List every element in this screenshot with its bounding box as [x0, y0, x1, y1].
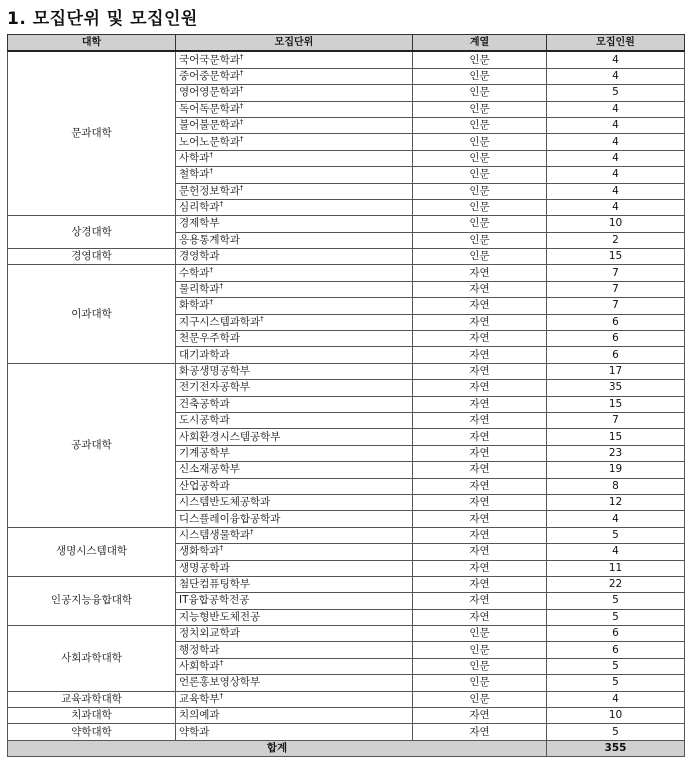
department-name: 응용통계학과 [179, 233, 240, 246]
department-name: 시스템생물학과 [179, 528, 251, 541]
department-cell [176, 576, 413, 592]
college-cell: 사회과학대학 [8, 626, 176, 692]
department-name: 물리학과 [179, 283, 220, 296]
department-cell [176, 708, 413, 724]
dagger-mark: † [219, 282, 224, 291]
department-cell [176, 134, 413, 150]
header-college: 대학 [8, 35, 176, 52]
count-cell: 12 [547, 494, 685, 510]
department-name: 불어불문학과 [179, 119, 240, 132]
department-cell [176, 527, 413, 543]
table-row [8, 576, 685, 592]
department-cell [176, 167, 413, 183]
department-name: 국어국문학과 [179, 53, 240, 66]
field-cell: 인문 [413, 101, 547, 117]
department-cell [176, 609, 413, 625]
count-cell: 4 [547, 167, 685, 183]
department-name: 문헌정보학과 [179, 184, 240, 197]
department-name: 독어독문학과 [179, 102, 240, 115]
field-cell: 자연 [413, 380, 547, 396]
department-name: 사회학과 [179, 660, 220, 673]
table-row [8, 51, 685, 68]
table-row [8, 708, 685, 724]
field-cell: 자연 [413, 462, 547, 478]
department-cell [176, 544, 413, 560]
count-cell: 7 [547, 298, 685, 314]
department-cell [176, 462, 413, 478]
department-cell [176, 117, 413, 133]
table-row [8, 626, 685, 642]
count-cell: 4 [547, 150, 685, 166]
college-cell: 약학대학 [8, 724, 176, 740]
table-row [8, 527, 685, 543]
college-cell: 치과대학 [8, 708, 176, 724]
department-name: IT융합공학전공 [179, 594, 250, 607]
field-cell: 자연 [413, 708, 547, 724]
department-name: 경제학부 [179, 217, 220, 230]
field-cell: 인문 [413, 85, 547, 101]
field-cell: 자연 [413, 560, 547, 576]
college-cell: 교육과학대학 [8, 691, 176, 707]
department-name: 노어노문학과 [179, 135, 240, 148]
count-cell: 6 [547, 314, 685, 330]
department-name: 화학과 [179, 299, 210, 312]
table-row [8, 265, 685, 281]
department-name: 전기전자공학부 [179, 381, 251, 394]
page-title: 1. 모집단위 및 모집인원 [7, 9, 198, 29]
department-cell [176, 298, 413, 314]
department-name: 치의예과 [179, 709, 220, 722]
dagger-mark: † [219, 200, 224, 209]
department-cell [176, 85, 413, 101]
department-cell [176, 642, 413, 658]
table-row [8, 249, 685, 265]
dagger-mark: † [209, 150, 213, 159]
department-name: 지구시스템과학과 [179, 315, 261, 328]
department-cell [176, 380, 413, 396]
department-name: 행정학과 [179, 643, 220, 656]
department-cell [176, 560, 413, 576]
count-cell: 4 [547, 101, 685, 117]
department-cell [176, 363, 413, 379]
department-cell [176, 429, 413, 445]
table-body [8, 51, 685, 740]
count-cell: 4 [547, 511, 685, 527]
department-name: 건축공학과 [179, 397, 230, 410]
department-cell [176, 445, 413, 461]
count-cell: 5 [547, 609, 685, 625]
department-name: 대기과학과 [179, 348, 230, 361]
department-cell [176, 249, 413, 265]
count-cell: 4 [547, 183, 685, 199]
department-cell [176, 412, 413, 428]
field-cell: 자연 [413, 298, 547, 314]
count-cell: 5 [547, 724, 685, 740]
college-cell: 이과대학 [8, 265, 176, 363]
count-cell: 5 [547, 675, 685, 691]
department-cell [176, 593, 413, 609]
count-cell: 4 [547, 51, 685, 68]
field-cell: 인문 [413, 691, 547, 707]
department-name: 화공생명공학부 [179, 365, 251, 377]
table-row [8, 724, 685, 740]
department-name: 디스플레이융합공학과 [179, 512, 281, 525]
count-cell: 23 [547, 445, 685, 461]
field-cell: 인문 [413, 68, 547, 84]
dagger-mark: † [239, 183, 244, 192]
table-header-row [8, 35, 685, 52]
department-name: 수학과 [179, 266, 210, 279]
count-cell: 4 [547, 544, 685, 560]
department-name: 기계공학부 [179, 446, 230, 459]
total-value: 355 [547, 740, 685, 756]
field-cell: 인문 [413, 675, 547, 691]
field-cell: 자연 [413, 511, 547, 527]
department-name: 영어영문학과 [179, 86, 240, 99]
college-cell: 생명시스템대학 [8, 527, 176, 576]
department-cell [176, 314, 413, 330]
department-name: 약학과 [179, 725, 210, 738]
college-cell: 문과대학 [8, 51, 176, 215]
count-cell: 5 [547, 527, 685, 543]
field-cell: 자연 [413, 445, 547, 461]
field-cell: 인문 [413, 150, 547, 166]
field-cell: 자연 [413, 478, 547, 494]
department-name: 중어중문학과 [179, 69, 240, 82]
count-cell: 35 [547, 380, 685, 396]
department-name: 신소재공학부 [179, 463, 240, 476]
header-field: 계열 [413, 35, 547, 52]
table-row [8, 216, 685, 232]
dagger-mark: † [250, 527, 254, 536]
department-cell [176, 281, 413, 297]
count-cell: 15 [547, 429, 685, 445]
department-name: 경영학과 [179, 250, 220, 263]
count-cell: 22 [547, 576, 685, 592]
dagger-mark: † [209, 265, 213, 274]
count-cell: 4 [547, 134, 685, 150]
count-cell: 6 [547, 347, 685, 363]
field-cell: 인문 [413, 249, 547, 265]
count-cell: 6 [547, 626, 685, 642]
count-cell: 17 [547, 363, 685, 379]
table-row [8, 691, 685, 707]
table-row [8, 363, 685, 379]
field-cell: 인문 [413, 232, 547, 248]
dagger-mark: † [260, 314, 264, 323]
count-cell: 4 [547, 691, 685, 707]
department-cell [176, 51, 413, 68]
total-label: 합계 [8, 740, 547, 756]
field-cell: 인문 [413, 134, 547, 150]
count-cell: 2 [547, 232, 685, 248]
department-cell [176, 511, 413, 527]
department-name: 정치외교학과 [179, 627, 240, 640]
dagger-mark: † [209, 298, 213, 307]
dagger-mark: † [219, 659, 224, 668]
header-department: 모집단위 [176, 35, 413, 52]
header-count: 모집인원 [547, 35, 685, 52]
count-cell: 5 [547, 85, 685, 101]
department-cell [176, 183, 413, 199]
total-row [8, 740, 685, 756]
count-cell: 7 [547, 412, 685, 428]
department-cell [176, 150, 413, 166]
department-cell [176, 675, 413, 691]
count-cell: 10 [547, 216, 685, 232]
field-cell: 자연 [413, 265, 547, 281]
field-cell: 자연 [413, 314, 547, 330]
dagger-mark: † [209, 167, 213, 176]
field-cell: 인문 [413, 167, 547, 183]
field-cell: 인문 [413, 658, 547, 674]
field-cell: 자연 [413, 494, 547, 510]
department-name: 지능형반도체전공 [179, 610, 261, 623]
field-cell: 자연 [413, 281, 547, 297]
count-cell: 6 [547, 331, 685, 347]
field-cell: 자연 [413, 527, 547, 543]
field-cell: 자연 [413, 412, 547, 428]
department-name: 시스템반도체공학과 [179, 496, 271, 509]
department-cell [176, 216, 413, 232]
department-cell [176, 347, 413, 363]
count-cell: 15 [547, 396, 685, 412]
count-cell: 19 [547, 462, 685, 478]
dagger-mark: † [239, 118, 244, 127]
department-name: 언론홍보영상학부 [179, 676, 261, 689]
count-cell: 5 [547, 593, 685, 609]
department-cell [176, 494, 413, 510]
field-cell: 인문 [413, 117, 547, 133]
department-cell [176, 396, 413, 412]
dagger-mark: † [239, 134, 244, 143]
field-cell: 자연 [413, 724, 547, 740]
dagger-mark: † [219, 691, 224, 700]
dagger-mark: † [239, 52, 244, 61]
field-cell: 인문 [413, 183, 547, 199]
department-name: 심리학과 [179, 201, 220, 214]
college-cell: 인공지능융합대학 [8, 576, 176, 625]
department-name: 사학과 [179, 151, 210, 164]
dagger-mark: † [239, 85, 244, 94]
dagger-mark: † [239, 68, 244, 77]
department-cell [176, 724, 413, 740]
college-cell: 경영대학 [8, 249, 176, 265]
department-name: 생명공학과 [179, 561, 230, 574]
department-name: 천문우주학과 [179, 332, 240, 345]
department-name: 첨단컴퓨팅학부 [179, 578, 251, 591]
count-cell: 15 [547, 249, 685, 265]
count-cell: 4 [547, 199, 685, 215]
department-name: 철학과 [179, 168, 210, 181]
dagger-mark: † [239, 101, 244, 110]
count-cell: 10 [547, 708, 685, 724]
department-name: 사회환경시스템공학부 [179, 430, 281, 443]
department-cell [176, 101, 413, 117]
count-cell: 8 [547, 478, 685, 494]
field-cell: 자연 [413, 363, 547, 379]
count-cell: 6 [547, 642, 685, 658]
field-cell: 인문 [413, 51, 547, 68]
count-cell: 7 [547, 265, 685, 281]
field-cell: 자연 [413, 429, 547, 445]
department-cell [176, 478, 413, 494]
college-cell: 공과대학 [8, 363, 176, 527]
department-name: 도시공학과 [179, 414, 230, 427]
department-cell [176, 691, 413, 707]
count-cell: 11 [547, 560, 685, 576]
field-cell: 자연 [413, 347, 547, 363]
admission-table [7, 34, 685, 757]
count-cell: 5 [547, 658, 685, 674]
count-cell: 4 [547, 117, 685, 133]
dagger-mark: † [219, 544, 224, 553]
field-cell: 자연 [413, 544, 547, 560]
field-cell: 인문 [413, 642, 547, 658]
department-cell [176, 626, 413, 642]
count-cell: 4 [547, 68, 685, 84]
field-cell: 자연 [413, 331, 547, 347]
department-name: 생화학과 [179, 545, 220, 558]
department-name: 교육학부 [179, 692, 220, 705]
department-name: 산업공학과 [179, 479, 230, 492]
department-cell [176, 232, 413, 248]
field-cell: 인문 [413, 199, 547, 215]
college-cell: 상경대학 [8, 216, 176, 249]
field-cell: 인문 [413, 216, 547, 232]
count-cell: 7 [547, 281, 685, 297]
field-cell: 자연 [413, 593, 547, 609]
department-cell [176, 265, 413, 281]
department-cell [176, 658, 413, 674]
department-cell [176, 331, 413, 347]
field-cell: 자연 [413, 576, 547, 592]
department-cell [176, 68, 413, 84]
department-cell [176, 199, 413, 215]
field-cell: 자연 [413, 396, 547, 412]
field-cell: 인문 [413, 626, 547, 642]
field-cell: 자연 [413, 609, 547, 625]
